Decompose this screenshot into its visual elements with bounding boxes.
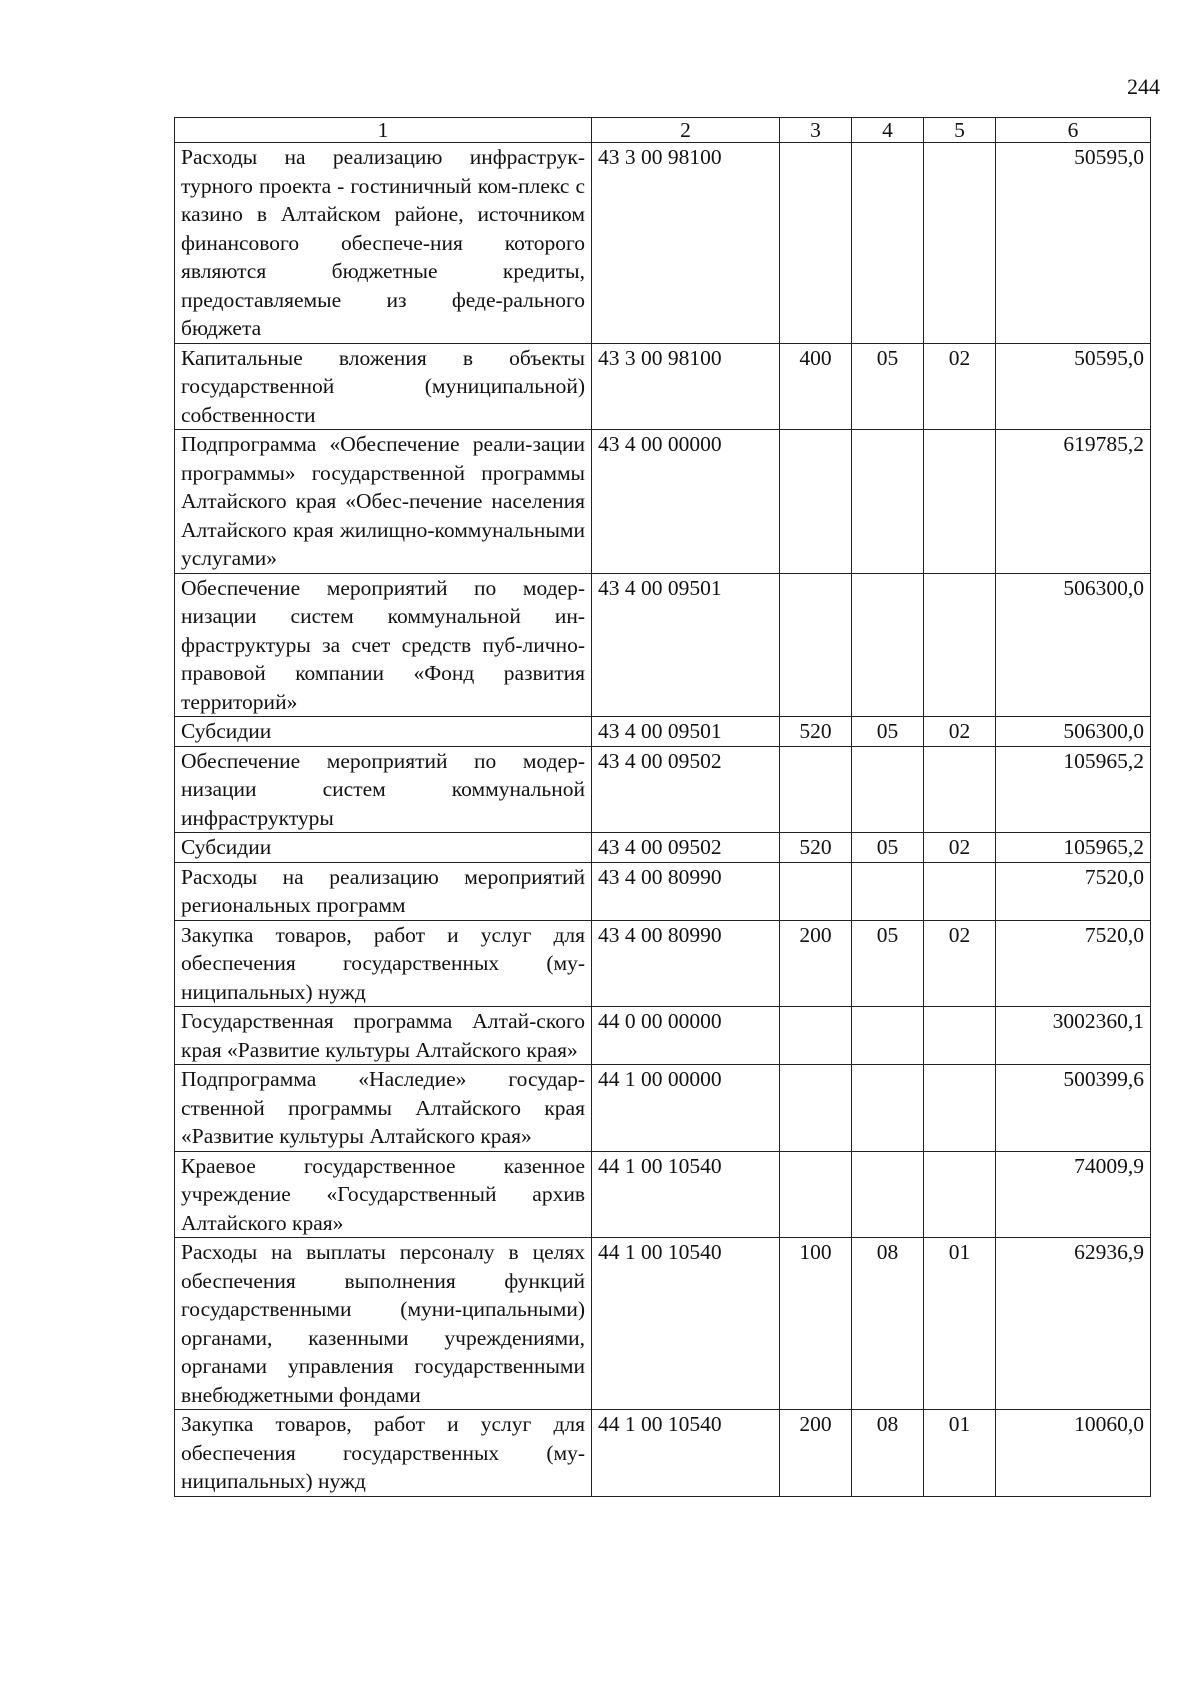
cell-col-5: 02 [924,833,996,863]
cell-col-5 [924,1065,996,1152]
cell-name: Расходы на выплаты персоналу в целях обеспечения выполнения функций государственными (муни-ципальными) органами, казенными учреждениями, органами управления государственными внебюджетными фондами [175,1238,592,1410]
table-row [175,1410,1151,1497]
table-row [175,343,1151,430]
cell-code: 43 4 00 80990 [592,920,780,1007]
cell-col-5: 02 [924,343,996,430]
table-row [175,833,1151,863]
table-row [175,1151,1151,1238]
cell-col-3: 400 [780,343,852,430]
table-row [175,430,1151,574]
cell-amount: 3002360,1 [996,1007,1151,1065]
cell-col-3 [780,573,852,717]
cell-col-3: 200 [780,920,852,1007]
cell-amount: 500399,6 [996,1065,1151,1152]
cell-col-4 [852,746,924,833]
cell-amount: 105965,2 [996,833,1151,863]
cell-amount: 62936,9 [996,1238,1151,1410]
table-row [175,573,1151,717]
cell-col-3 [780,1007,852,1065]
cell-col-5: 01 [924,1238,996,1410]
cell-code: 44 1 00 10540 [592,1151,780,1238]
cell-amount: 105965,2 [996,746,1151,833]
table-row [175,717,1151,747]
cell-code: 43 4 00 09501 [592,717,780,747]
cell-code: 43 4 00 09502 [592,833,780,863]
cell-code: 44 1 00 00000 [592,1065,780,1152]
cell-code: 44 1 00 10540 [592,1410,780,1497]
header-col-2: 2 [592,118,780,143]
cell-name: Расходы на реализацию мероприятий региональных программ [175,862,592,920]
table-header [175,118,1151,143]
cell-col-4: 08 [852,1238,924,1410]
page-number: 244 [1127,74,1160,99]
table-body [175,143,1151,1497]
cell-col-5: 02 [924,717,996,747]
cell-col-3 [780,430,852,574]
cell-name: Обеспечение мероприятий по модер-низации систем коммунальной инфраструктуры [175,746,592,833]
cell-col-4 [852,573,924,717]
header-col-5: 5 [924,118,996,143]
cell-code: 43 4 00 00000 [592,430,780,574]
cell-col-4 [852,862,924,920]
cell-name: Государственная программа Алтай-ского края «Развитие культуры Алтайского края» [175,1007,592,1065]
table-row [175,920,1151,1007]
cell-code: 43 4 00 09501 [592,573,780,717]
cell-col-5 [924,430,996,574]
table-row [175,1238,1151,1410]
header-col-4: 4 [852,118,924,143]
cell-col-3: 100 [780,1238,852,1410]
cell-amount: 619785,2 [996,430,1151,574]
cell-amount: 50595,0 [996,343,1151,430]
cell-col-5 [924,573,996,717]
cell-name: Подпрограмма «Наследие» государ-ственной программы Алтайского края «Развитие культуры Алтайского края» [175,1065,592,1152]
cell-col-3 [780,746,852,833]
cell-amount: 7520,0 [996,920,1151,1007]
cell-col-4: 05 [852,343,924,430]
cell-code: 44 1 00 10540 [592,1238,780,1410]
table-row [175,143,1151,344]
cell-amount: 506300,0 [996,717,1151,747]
table-row [175,746,1151,833]
cell-amount: 7520,0 [996,862,1151,920]
cell-col-4 [852,143,924,344]
cell-name: Обеспечение мероприятий по модер-низации систем коммунальной ин-фраструктуры за счет средств пуб-лично-правовой компании «Фонд развития территорий» [175,573,592,717]
cell-col-3: 200 [780,1410,852,1497]
cell-code: 43 3 00 98100 [592,343,780,430]
cell-col-5 [924,862,996,920]
cell-col-4: 05 [852,717,924,747]
table-row [175,1007,1151,1065]
cell-col-5 [924,1151,996,1238]
cell-col-4 [852,1065,924,1152]
cell-col-5 [924,1007,996,1065]
cell-amount: 50595,0 [996,143,1151,344]
budget-table [174,117,1151,1497]
header-row [175,118,1151,143]
cell-col-5 [924,143,996,344]
cell-col-4: 05 [852,833,924,863]
cell-code: 43 3 00 98100 [592,143,780,344]
cell-col-4: 05 [852,920,924,1007]
header-col-1: 1 [175,118,592,143]
cell-code: 43 4 00 80990 [592,862,780,920]
table-row [175,862,1151,920]
cell-name: Субсидии [175,717,592,747]
cell-col-3: 520 [780,717,852,747]
cell-name: Краевое государственное казенное учреждение «Государственный архив Алтайского края» [175,1151,592,1238]
cell-col-4 [852,1007,924,1065]
cell-amount: 74009,9 [996,1151,1151,1238]
cell-name: Субсидии [175,833,592,863]
cell-col-4 [852,430,924,574]
cell-col-4 [852,1151,924,1238]
cell-name: Подпрограмма «Обеспечение реали-зации программы» государственной программы Алтайского края «Обес-печение населения Алтайского края жилищно-коммунальными услугами» [175,430,592,574]
cell-col-3: 520 [780,833,852,863]
cell-col-3 [780,143,852,344]
cell-col-3 [780,1065,852,1152]
header-col-3: 3 [780,118,852,143]
cell-col-4: 08 [852,1410,924,1497]
cell-name: Расходы на реализацию инфраструк-турного проекта - гостиничный ком-плекс с казино в Алтайском районе, источником финансового обеспече-ния которого являются бюджетные кредиты, предоставляемые из феде-рального бюджета [175,143,592,344]
table-row [175,1065,1151,1152]
cell-col-5 [924,746,996,833]
cell-amount: 10060,0 [996,1410,1151,1497]
cell-col-3 [780,1151,852,1238]
cell-code: 43 4 00 09502 [592,746,780,833]
cell-name: Закупка товаров, работ и услуг для обеспечения государственных (му-ниципальных) нужд [175,920,592,1007]
cell-amount: 506300,0 [996,573,1151,717]
cell-code: 44 0 00 00000 [592,1007,780,1065]
cell-col-3 [780,862,852,920]
cell-name: Капитальные вложения в объекты государственной (муниципальной) собственности [175,343,592,430]
cell-col-5: 01 [924,1410,996,1497]
header-col-6: 6 [996,118,1151,143]
cell-name: Закупка товаров, работ и услуг для обеспечения государственных (му-ниципальных) нужд [175,1410,592,1497]
cell-col-5: 02 [924,920,996,1007]
